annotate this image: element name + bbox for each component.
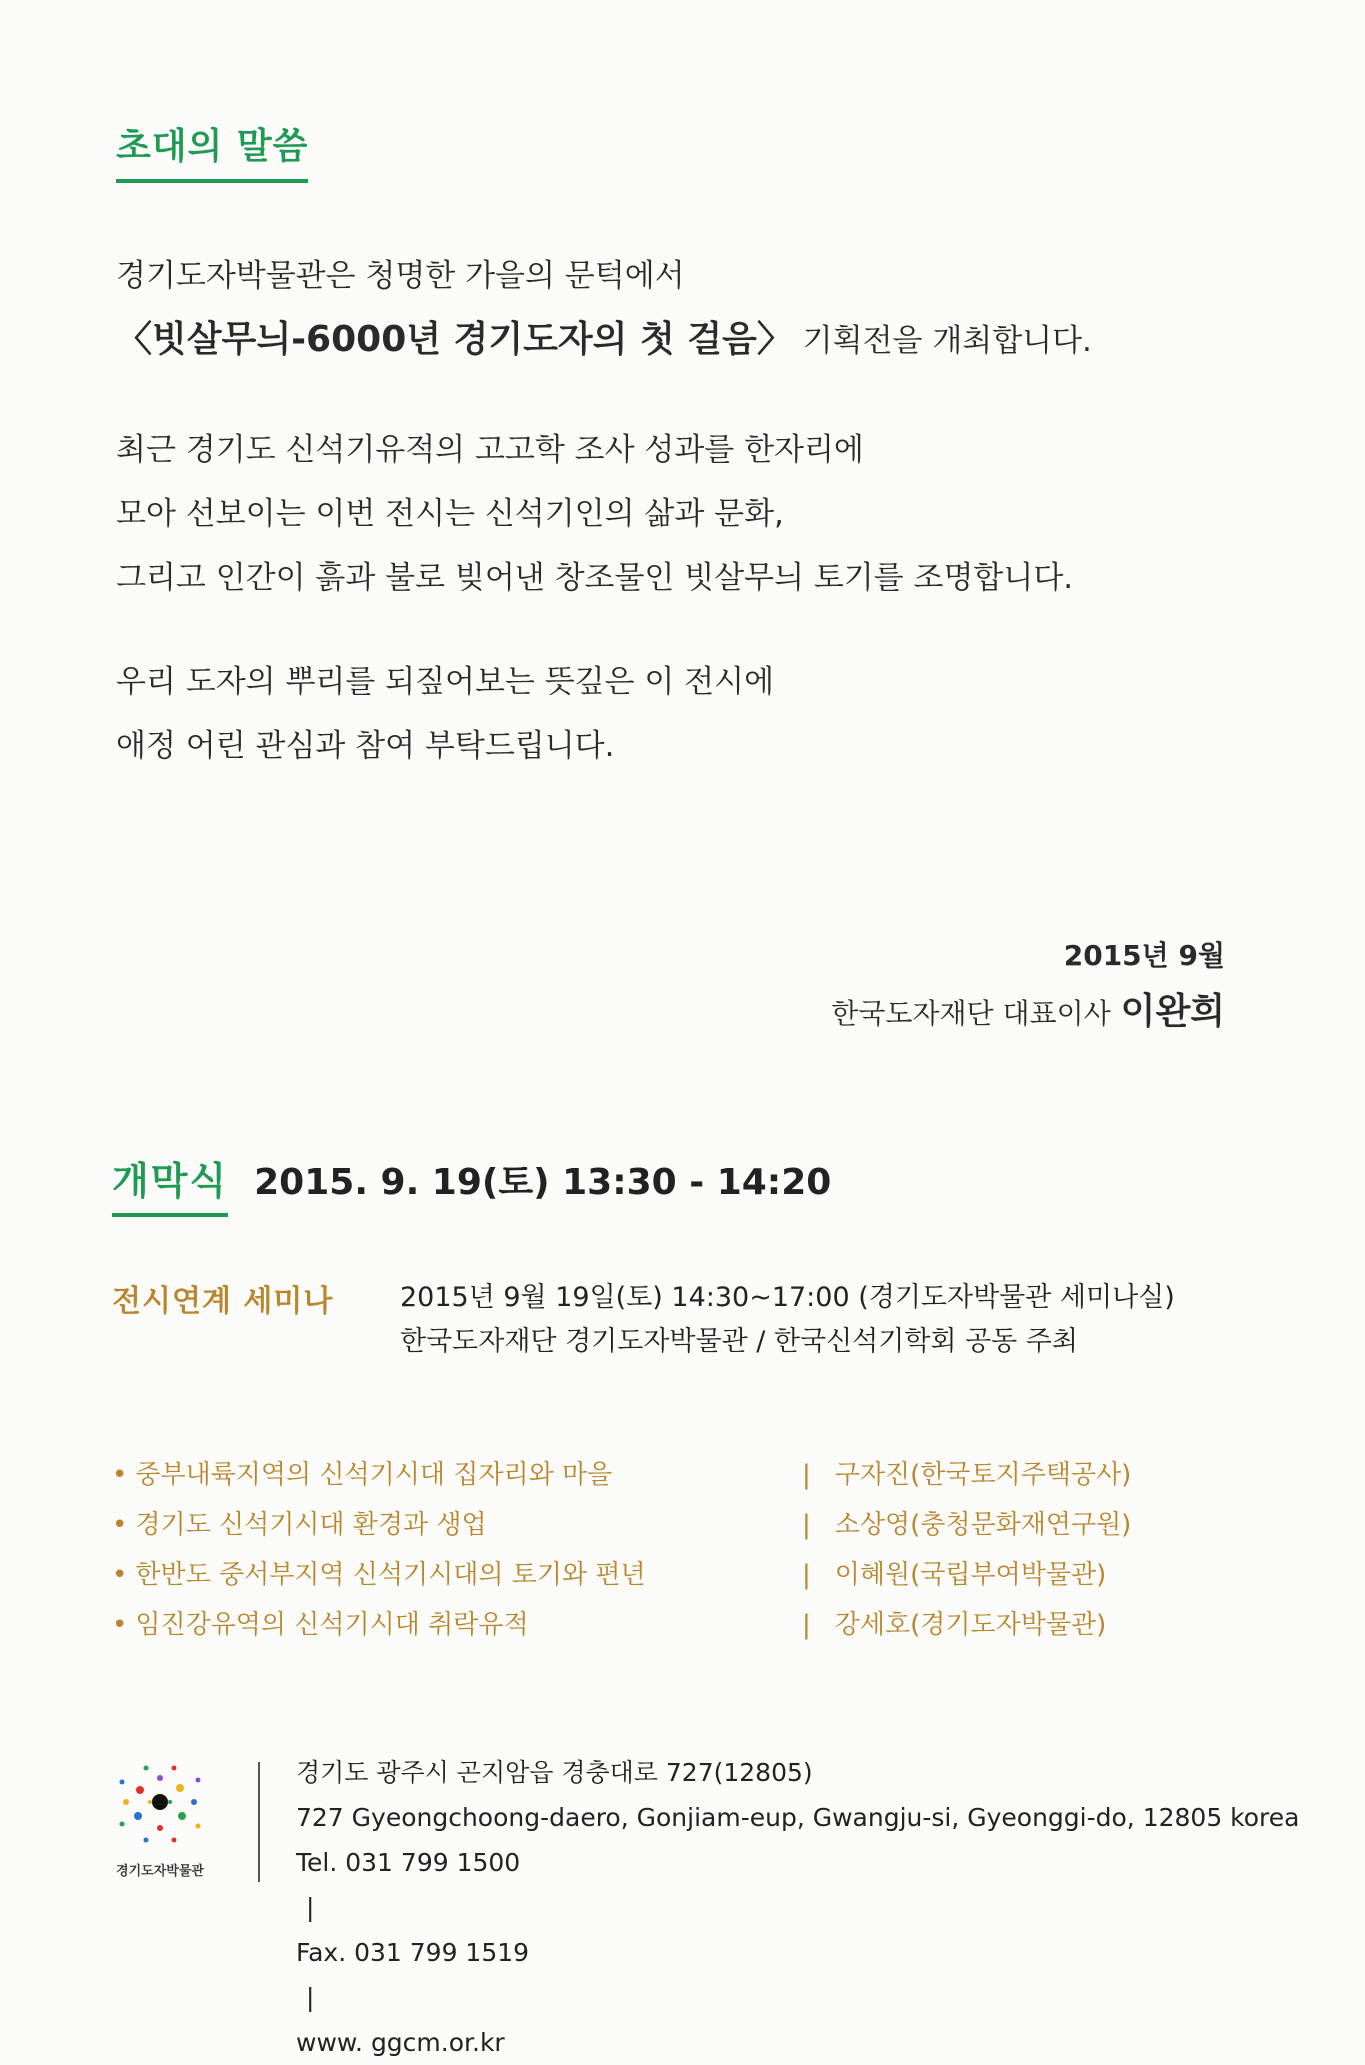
body-line: 우리 도자의 뿌리를 되짚어보는 뜻깊은 이 전시에 — [116, 664, 775, 700]
signer — [831, 984, 1225, 1042]
footer-divider — [258, 1762, 260, 1882]
body-paragraph-2 — [116, 650, 774, 778]
signer-title: 한국도자재단 대표이사 — [831, 997, 1111, 1030]
body-paragraph-1 — [116, 418, 1073, 610]
website-link[interactable]: www. ggcm.or.kr — [296, 2028, 505, 2057]
body-line: 최근 경기도 신석기유적의 고고학 조사 성과를 한자리에 — [116, 432, 864, 468]
topic-item — [112, 1504, 1172, 1554]
seminar-label: 전시연계 세미나 — [112, 1284, 334, 1319]
topic-item — [112, 1554, 1172, 1604]
opening-label: 개막식 — [112, 1150, 228, 1217]
intro-line-2 — [116, 308, 1092, 373]
topic-speaker: | 소상영(충청문화재연구원) — [802, 1504, 1131, 1541]
body-line: 그리고 인간이 흙과 불로 빚어낸 창조물인 빗살무늬 토기를 조명합니다. — [116, 560, 1074, 596]
contact-separator: | — [306, 1893, 315, 1922]
address-korean: 경기도 광주시 곤지암읍 경충대로 727(12805) — [296, 1758, 813, 1787]
topic-item — [112, 1454, 1172, 1504]
intro-line-1: 경기도자박물관은 청명한 가을의 문턱에서 — [116, 258, 685, 294]
contact-line — [296, 1840, 1299, 2065]
topic-title: • 중부내륙지역의 신석기시대 집자리와 마을 — [112, 1454, 612, 1491]
opening-time: 2015. 9. 19(토) 13:30 - 14:20 — [254, 1162, 832, 1203]
topic-item — [112, 1604, 1172, 1654]
topic-speaker: | 구자진(한국토지주택공사) — [802, 1454, 1131, 1491]
seminar-topics — [112, 1454, 1172, 1654]
footer — [100, 1750, 1300, 2057]
seminar-info — [400, 1276, 1175, 1364]
logo-text: 경기도자박물관 — [116, 1864, 204, 1879]
address-english: 727 Gyeongchoong-daero, Gonjiam-eup, Gwangju-si, Gyeonggi-do, 12805 korea — [296, 1803, 1300, 1832]
tel: Tel. 031 799 1500 — [296, 1848, 521, 1877]
museum-logo-icon — [100, 1750, 220, 1860]
topic-speaker: | 이혜원(국립부여박물관) — [802, 1554, 1106, 1591]
intro-line-2-rest: 기획전을 개최합니다. — [792, 323, 1092, 359]
body-line: 모아 선보이는 이번 전시는 신석기인의 삶과 문화, — [116, 496, 784, 532]
contact-info — [296, 1750, 1299, 2065]
fax: Fax. 031 799 1519 — [296, 1938, 530, 1967]
letter-date: 2015년 9월 — [1063, 939, 1225, 972]
topic-title: • 임진강유역의 신석기시대 취락유적 — [112, 1604, 529, 1641]
seminar-organizers: 한국도자재단 경기도자박물관 / 한국신석기학회 공동 주최 — [400, 1326, 1078, 1357]
topic-title: • 한반도 중서부지역 신석기시대의 토기와 편년 — [112, 1554, 646, 1591]
invitation-heading: 초대의 말씀 — [116, 118, 308, 183]
topic-speaker: | 강세호(경기도자박물관) — [802, 1604, 1106, 1641]
seminar-schedule: 2015년 9월 19일(토) 14:30~17:00 (경기도자박물관 세미나실) — [400, 1282, 1175, 1313]
intro-paragraph — [116, 244, 1092, 373]
topic-title: • 경기도 신석기시대 환경과 생업 — [112, 1504, 487, 1541]
body-line: 애정 어린 관심과 참여 부탁드립니다. — [116, 728, 615, 764]
exhibition-title: 〈빗살무늬-6000년 경기도자의 첫 걸음〉 — [116, 319, 793, 360]
contact-separator: | — [306, 1983, 315, 2012]
signer-name: 이완희 — [1120, 991, 1225, 1032]
opening-ceremony — [112, 1150, 831, 1217]
museum-logo — [100, 1750, 220, 1890]
signature-block — [831, 928, 1225, 1042]
